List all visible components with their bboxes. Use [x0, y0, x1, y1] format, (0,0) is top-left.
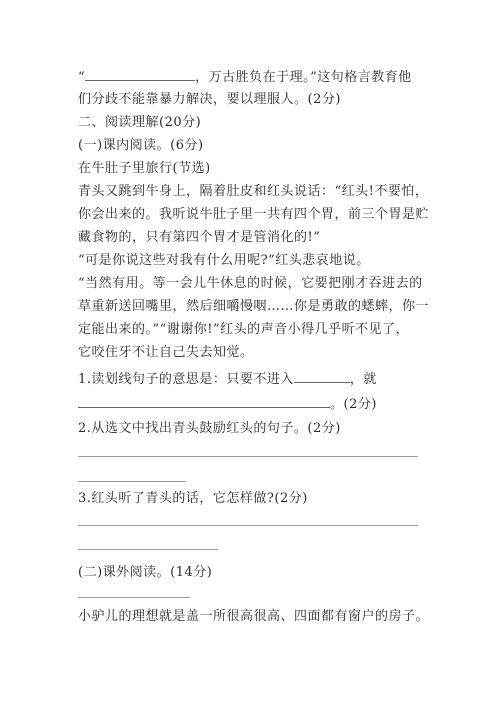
passage-line-5: “当然有用。等一会儿牛休息的时候，它要把刚才吞进去的 [78, 276, 423, 291]
answer-line-4[interactable] [78, 597, 190, 598]
fill-blank-3[interactable] [78, 395, 330, 408]
section-heading-reading: 二、阅读理解(20分) [78, 115, 202, 130]
passage-line-4: “可是你说这些对我有什么用呢?”红头悲哀地说。 [78, 253, 370, 268]
passage-line-3: 藏食物的，只有第四个胃才是管消化的!” [78, 230, 321, 245]
answer-line-3a[interactable] [78, 525, 418, 526]
question-1-tail: ，就 [349, 372, 377, 387]
passage-line-8: 它咬住牙不让自己失去知觉。 [78, 345, 254, 360]
paragraph-line-1 [78, 68, 412, 87]
extra-passage-line-1: 小驴儿的理想就是盖一所很高很高、四面都有窗户的房子。 [78, 609, 430, 624]
line-1-text: ，万古胜负在于理。”这句格言教育他 [195, 70, 412, 85]
question-1-score: 。(2分) [330, 397, 377, 412]
question-1-continued [78, 395, 377, 414]
answer-line-3b[interactable] [78, 549, 218, 550]
answer-line-2a[interactable] [78, 456, 418, 457]
question-2: 2.从选文中找出青头鼓励红头的句子。(2分) [78, 421, 341, 436]
subsection-heading-inclass: (一)课内阅读。(6分) [78, 138, 204, 153]
fill-blank-2[interactable] [294, 370, 350, 383]
passage-line-1: 青头又跳到牛身上，隔着肚皮和红头说话：“红头!不要怕， [78, 184, 429, 199]
question-3: 3.红头听了青头的话，它怎样做?(2分) [78, 491, 308, 506]
subsection-heading-extracurricular: (二)课外阅读。(14分) [78, 565, 213, 580]
passage-line-2: 你会出来的。我听说牛肚子里一共有四个胃，前三个胃是贮 [78, 207, 430, 222]
fill-blank-1[interactable] [85, 68, 195, 81]
passage-line-6: 草重新送回嘴里，然后细嚼慢咽……你是勇敢的蟋蟀，你一 [78, 299, 430, 314]
question-1 [78, 370, 377, 389]
paragraph-line-2: 们分歧不能靠暴力解决，要以理服人。(2分) [78, 92, 341, 107]
question-1-text: 1.读划线句子的意思是：只要不进入 [78, 372, 294, 387]
passage-line-7: 定能出来的。”“谢谢你!”红头的声音小得几乎听不见了， [78, 322, 410, 337]
passage-title: 在牛肚子里旅行(节选) [78, 161, 211, 176]
open-quote: “ [78, 70, 86, 85]
answer-line-2b[interactable] [78, 481, 186, 482]
